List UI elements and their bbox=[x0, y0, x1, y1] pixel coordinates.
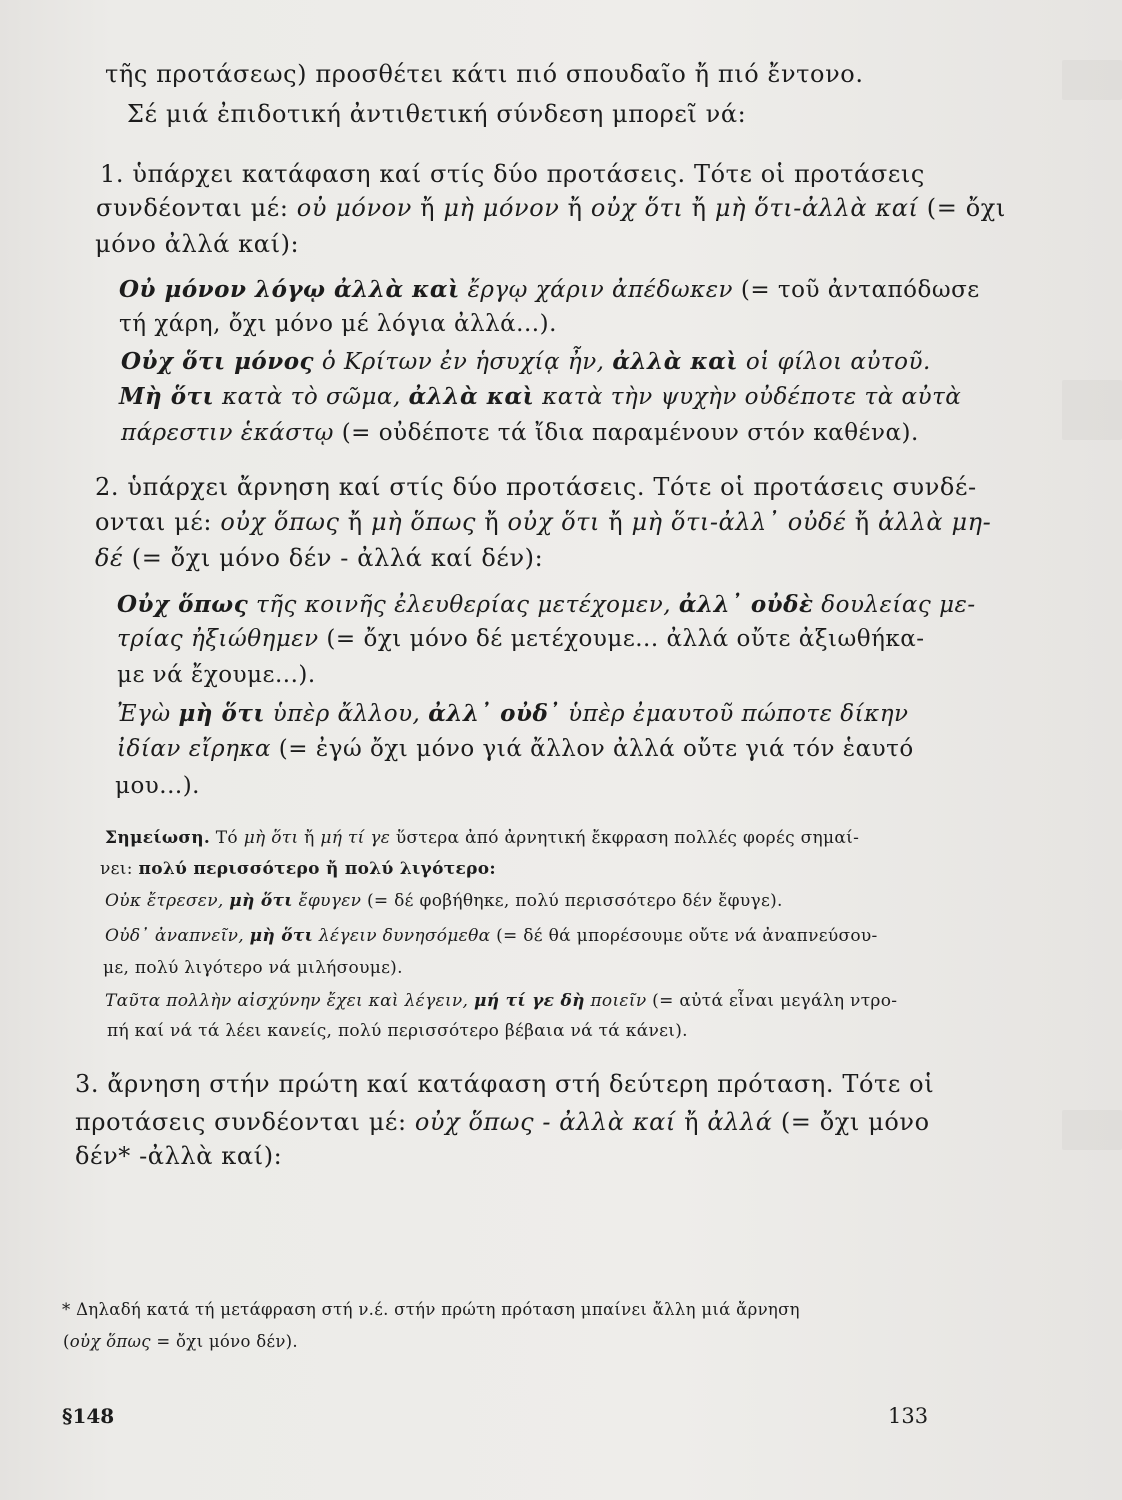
note-line: Οὐκ ἔτρεσεν, μὴ ὅτι ἔφυγεν (= δέ φοβήθηκε, πολύ περισσότερο δέν ἔφυγε). bbox=[105, 891, 783, 911]
item-3-line: δέν* -ἀλλὰ καί): bbox=[75, 1142, 283, 1170]
item-1-line: 1. ὑπάρχει κατάφαση καί στίς δύο προτάσεις. Τότε οἱ προτάσεις bbox=[100, 160, 925, 188]
note-line: Σημείωση. Τό μὴ ὅτι ἤ μή τί γε ὕστερα ἀπό ἀρνητική ἔκφραση πολλές φορές σημαί- bbox=[105, 828, 860, 848]
note-line: νει: πολύ περισσότερο ἤ πολύ λιγότερο: bbox=[100, 859, 496, 879]
example-line: τρίας ἠξιώθημεν (= ὄχι μόνο δέ μετέχουμε... ἀλλά οὔτε ἀξιωθήκα- bbox=[117, 626, 925, 652]
example-line: Οὐ μόνον λόγῳ ἀλλὰ καὶ ἔργῳ χάριν ἀπέδωκεν (= τοῦ ἀνταπόδωσε bbox=[119, 276, 980, 303]
footnote-line: * Δηλαδή κατά τή μετάφραση στή ν.έ. στήν πρώτη πρόταση μπαίνει ἄλλη μιά ἄρνηση bbox=[62, 1300, 800, 1319]
item-1-line: μόνο ἀλλά καί): bbox=[95, 230, 300, 258]
example-line: Ἐγὼ μὴ ὅτι ὑπὲρ ἄλλου, ἀλλ᾿ οὐδ᾿ ὑπὲρ ἐμαυτοῦ πώποτε δίκην bbox=[117, 700, 909, 727]
text-line: Σέ μιά ἐπιδοτική ἀντιθετική σύνδεση μπορεῖ νά: bbox=[127, 100, 747, 128]
example-line: με νά ἔχουμε...). bbox=[117, 662, 316, 688]
example-line: Οὐχ ὅπως τῆς κοινῆς ἐλευθερίας μετέχομεν, ἀλλ᾿ οὐδὲ δουλείας με- bbox=[117, 591, 976, 618]
bleed-through-mark bbox=[1062, 380, 1122, 440]
item-3-line: προτάσεις συνδέονται μέ: οὐχ ὅπως - ἀλλὰ καί ἤ ἀλλά (= ὄχι μόνο bbox=[75, 1108, 930, 1136]
example-line: ἰδίαν εἴρηκα (= ἐγώ ὄχι μόνο γιά ἄλλον ἀλλά οὔτε γιά τόν ἑαυτό bbox=[117, 736, 914, 762]
footnote-line: (οὐχ ὅπως = ὄχι μόνο δέν). bbox=[63, 1332, 298, 1351]
bleed-through-mark bbox=[1062, 1110, 1122, 1150]
example-line: Οὐχ ὅτι μόνος ὁ Κρίτων ἐν ἡσυχίᾳ ἦν, ἀλλὰ καὶ οἱ φίλοι αὐτοῦ. bbox=[121, 348, 931, 375]
note-line: με, πολύ λιγότερο νά μιλήσουμε). bbox=[103, 958, 403, 978]
item-2-line: 2. ὑπάρχει ἄρνηση καί στίς δύο προτάσεις. Τότε οἱ προτάσεις συνδέ- bbox=[95, 473, 977, 501]
section-reference: §148 bbox=[62, 1404, 115, 1428]
example-line: μου...). bbox=[115, 773, 200, 799]
text-line: τῆς προτάσεως) προσθέτει κάτι πιό σπουδαῖο ἤ πιό ἔντονο. bbox=[105, 60, 864, 88]
note-line: Οὐδ᾿ ἀναπνεῖν, μὴ ὅτι λέγειν δυνησόμεθα (= δέ θά μπορέσουμε οὔτε νά ἀναπνεύσου- bbox=[105, 926, 878, 946]
example-line: πάρεστιν ἑκάστῳ (= οὐδέποτε τά ἴδια παραμένουν στόν καθένα). bbox=[121, 420, 919, 446]
note-line: Ταῦτα πολλὴν αἰσχύνην ἔχει καὶ λέγειν, μή τί γε δὴ ποιεῖν (= αὐτά εἶναι μεγάλη ντρο- bbox=[105, 991, 898, 1011]
example-line: τή χάρη, ὄχι μόνο μέ λόγια ἀλλά...). bbox=[119, 311, 557, 337]
item-2-line: ονται μέ: οὐχ ὅπως ἤ μὴ ὅπως ἤ οὐχ ὅτι ἤ μὴ ὅτι-ἀλλ᾿ οὐδέ ἤ ἀλλὰ μη- bbox=[95, 508, 992, 536]
item-2-line: δέ (= ὄχι μόνο δέν - ἀλλά καί δέν): bbox=[95, 544, 544, 572]
page-number: 133 bbox=[888, 1404, 929, 1428]
bleed-through-mark bbox=[1062, 60, 1122, 100]
item-3-line: 3. ἄρνηση στήν πρώτη καί κατάφαση στή δεύτερη πρόταση. Τότε οἱ bbox=[75, 1070, 935, 1098]
example-line: Μὴ ὅτι κατὰ τὸ σῶμα, ἀλλὰ καὶ κατὰ τὴν ψυχὴν οὐδέποτε τὰ αὐτὰ bbox=[119, 383, 962, 410]
note-line: πή καί νά τά λέει κανείς, πολύ περισσότερο βέβαια νά τά κάνει). bbox=[107, 1021, 688, 1041]
item-1-line: συνδέονται μέ: οὐ μόνον ἤ μὴ μόνον ἤ οὐχ ὅτι ἤ μὴ ὅτι-ἀλλὰ καί (= ὄχι bbox=[96, 194, 1006, 222]
